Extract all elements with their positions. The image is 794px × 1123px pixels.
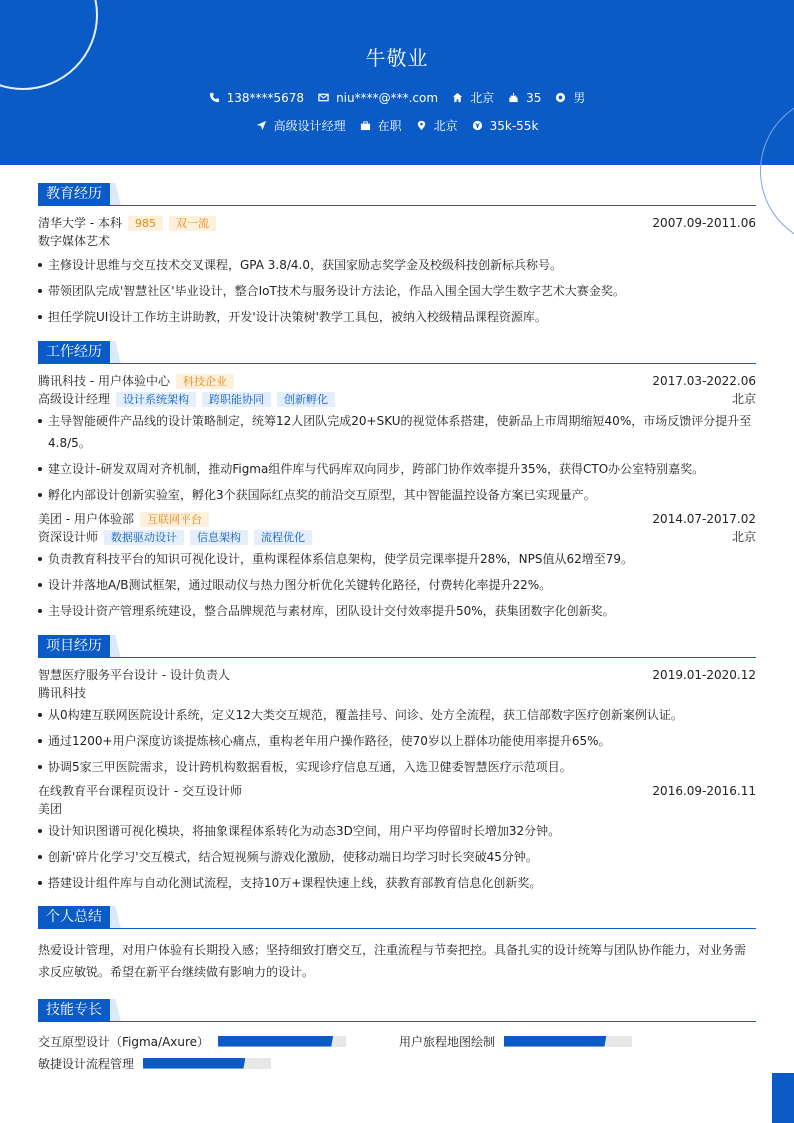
salary-text: 35k-55k: [489, 118, 539, 133]
status-info: [360, 117, 402, 134]
skill-name: 敏捷设计流程管理: [38, 1056, 135, 1071]
summary-section: [38, 906, 756, 983]
home-icon: [452, 92, 463, 103]
education-entry-header: [38, 214, 756, 232]
send-icon: [256, 120, 267, 131]
skills-section: [38, 999, 756, 1076]
education-section: [38, 183, 756, 332]
job-intent-row: [0, 117, 794, 134]
list-item: 孵化内部设计创新实验室，孵化3个获国际红点奖的前沿交互原型，其中智能温控设备方案已实现量产。: [38, 484, 756, 506]
company-name: 腾讯科技 - 用户体验中心: [38, 374, 170, 388]
project-header: [38, 666, 756, 684]
company-tag: 互联网平台: [140, 512, 209, 527]
skill-tag: 信息架构: [190, 530, 248, 545]
list-item: 搭建设计组件库与自动化测试流程，支持10万+课程快速上线，获教育部教育信息化创新奖。: [38, 872, 756, 894]
major: 数字媒体艺术: [38, 234, 111, 248]
school-tag: 双一流: [169, 216, 216, 231]
job-date: 2017.03-2022.06: [652, 374, 756, 388]
age-text: 35: [526, 90, 542, 105]
city-text: 北京: [433, 119, 458, 133]
job-date: 2014.07-2017.02: [652, 512, 756, 526]
cake-icon: [508, 92, 519, 103]
education-date: 2007.09-2011.06: [652, 216, 756, 230]
project-bullets: [38, 820, 756, 894]
project-date: 2016.09-2016.11: [652, 784, 756, 798]
project-date: 2019.01-2020.12: [652, 668, 756, 682]
section-title: 项目经历: [38, 635, 110, 657]
skill-item: [38, 1032, 346, 1050]
project-org: 腾讯科技: [38, 686, 87, 700]
skills-list: [38, 1030, 756, 1076]
section-title: 技能专长: [38, 999, 110, 1021]
section-title: 个人总结: [38, 906, 110, 928]
skill-tag: 数据驱动设计: [104, 530, 184, 545]
project-name: 在线教育平台课程页设计 - 交互设计师: [38, 784, 242, 798]
skill-tag: 流程优化: [254, 530, 312, 545]
school-tag: 985: [128, 216, 163, 231]
salary-info: [472, 117, 539, 134]
job-header: [38, 510, 756, 528]
email-text: niu****@***.com: [336, 90, 439, 105]
projects-section: [38, 635, 756, 898]
list-item: 主导设计资产管理系统建设，整合品牌规范与素材库，团队设计交付效率提升50%，获集团数字化创新奖。: [38, 600, 756, 622]
job-role: 资深设计师: [38, 530, 99, 544]
skill-tag: 跨职能协同: [202, 392, 271, 407]
hometown-info: [452, 89, 494, 106]
list-item: 从0构建互联网医院设计系统，定义12大类交互规范，覆盖挂号、问诊、处方全流程，获工信部数字医疗创新案例认证。: [38, 704, 756, 726]
salary-icon: [472, 120, 483, 131]
section-header: [38, 906, 756, 929]
candidate-name: 牛敬业: [365, 46, 429, 70]
list-item: 协调5家三甲医院需求，设计跨机构数据看板，实现诊疗信息互通，入选卫健委智慧医疗示范项目。: [38, 756, 756, 778]
email-info: [318, 89, 438, 106]
decorative-corner-block: [772, 1073, 794, 1123]
location-icon: [416, 120, 427, 131]
list-item: 设计知识图谱可视化模块，将抽象课程体系转化为动态3D空间，用户平均停留时长增加32分钟。: [38, 820, 756, 842]
skill-item: [399, 1032, 632, 1050]
position-info: [256, 117, 346, 134]
job-role: 高级设计经理: [38, 392, 111, 406]
gender-info: [555, 89, 585, 106]
resume-header: [0, 0, 794, 165]
job-role-line: [38, 390, 756, 408]
skill-bar-fill: [504, 1036, 606, 1047]
section-title: 工作经历: [38, 341, 110, 363]
list-item: 负责教育科技平台的知识可视化设计，重构课程体系信息架构，使学员完课率提升28%，NPS值从62增至79。: [38, 548, 756, 570]
list-item: 主导智能硬件产品线的设计策略制定，统筹12人团队完成20+SKU的视觉体系搭建，使新品上市周期缩短40%，市场反馈评分提升至4.8/5。: [38, 410, 756, 454]
list-item: 主修设计思维与交互技术交叉课程，GPA 3.8/4.0，获国家励志奖学金及校级科技创新标兵称号。: [38, 254, 756, 276]
skill-tag: 设计系统架构: [116, 392, 196, 407]
list-item: 设计并落地A/B测试框架，通过眼动仪与热力图分析优化关键转化路径，付费转化率提升22%。: [38, 574, 756, 596]
summary-text: 热爱设计管理，对用户体验有长期投入感；坚持细致打磨交互，注重流程与节奏把控。具备扎实的设计统筹与团队协作能力，对业务需求反应敏锐。希望在新平台继续做有影响力的设计。: [38, 943, 747, 979]
age-info: [508, 89, 541, 106]
job-header: [38, 372, 756, 390]
skill-bar: [504, 1036, 632, 1047]
mail-icon: [318, 92, 329, 103]
skill-bar: [143, 1058, 271, 1069]
project-bullets: [38, 704, 756, 778]
position-text: 高级设计经理: [273, 119, 346, 133]
skill-tag: 创新孵化: [277, 392, 335, 407]
list-item: 通过1200+用户深度访谈提炼核心痛点，重构老年用户操作路径，使70岁以上群体功能使用率提升65%。: [38, 730, 756, 752]
project-org: 美团: [38, 802, 63, 816]
job-city: 北京: [731, 530, 756, 544]
job-role-line: [38, 528, 756, 546]
work-section: [38, 341, 756, 626]
section-header: [38, 635, 756, 658]
project-name: 智慧医疗服务平台设计 - 设计负责人: [38, 668, 230, 682]
gender-icon: [555, 92, 566, 103]
skill-name: 交互原型设计（Figma/Axure）: [38, 1034, 210, 1049]
contact-row: [0, 89, 794, 106]
skill-item: [38, 1054, 271, 1072]
status-icon: [360, 120, 371, 131]
city-info: [416, 117, 458, 134]
section-title: 教育经历: [38, 183, 110, 205]
phone-info: [209, 89, 304, 106]
job-bullets: [38, 410, 756, 506]
gender-text: 男: [573, 91, 586, 105]
section-header: [38, 999, 756, 1022]
company-tag: 科技企业: [176, 374, 234, 389]
status-text: 在职: [377, 119, 402, 133]
skill-bar: [218, 1036, 346, 1047]
list-item: 担任学院UI设计工作坊主讲助教，开发'设计决策树'教学工具包，被纳入校级精品课程资源库。: [38, 306, 756, 328]
list-item: 建立设计-研发双周对齐机制，推动Figma组件库与代码库双向同步，跨部门协作效率提升35%，获得CTO办公室特别嘉奖。: [38, 458, 756, 480]
job-bullets: [38, 548, 756, 622]
phone-icon: [209, 92, 220, 103]
list-item: 创新'碎片化学习'交互模式，结合短视频与游戏化激励，使移动端日均学习时长突破45分钟。: [38, 846, 756, 868]
project-header: [38, 782, 756, 800]
company-name: 美团 - 用户体验部: [38, 512, 134, 526]
section-header: [38, 341, 756, 364]
hometown-text: 北京: [470, 91, 495, 105]
skill-name: 用户旅程地图绘制: [399, 1034, 496, 1049]
phone-text: 138****5678: [226, 90, 305, 105]
section-header: [38, 183, 756, 206]
school-name: 清华大学 - 本科: [38, 216, 122, 230]
skill-bar-fill: [143, 1058, 245, 1069]
education-bullets: [38, 254, 756, 328]
job-city: 北京: [731, 392, 756, 406]
list-item: 带领团队完成'智慧社区'毕业设计，整合IoT技术与服务设计方法论，作品入围全国大学生数字艺术大赛金奖。: [38, 280, 756, 302]
skill-bar-fill: [218, 1036, 333, 1047]
